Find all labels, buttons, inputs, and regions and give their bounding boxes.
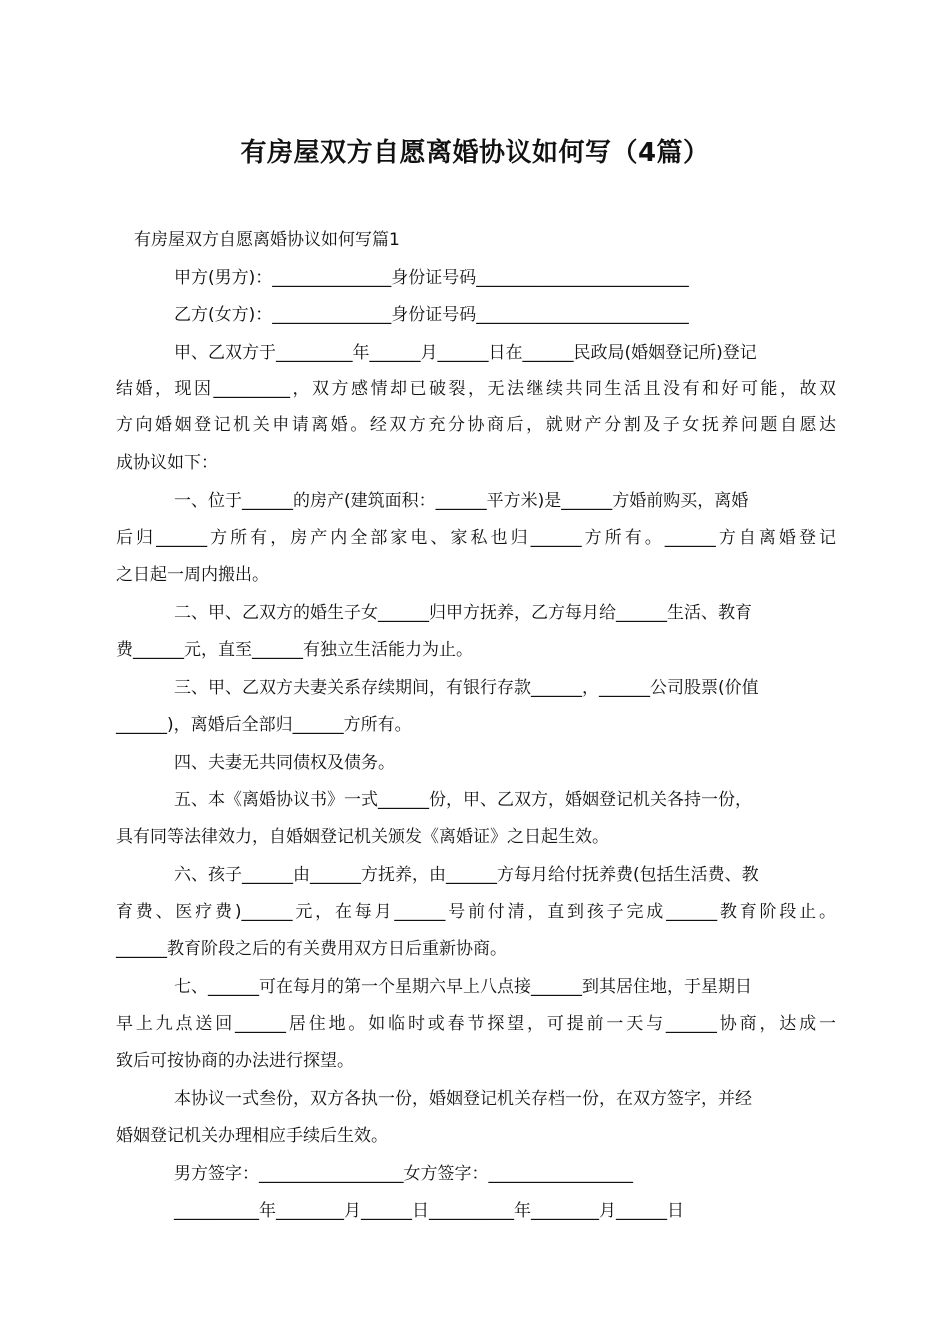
party-a-line: 甲方(男方)：______________身份证号码_________________________ (174, 268, 689, 288)
clause-7-line-3: 致后可按协商的办法进行探望。 (116, 1051, 354, 1071)
clause-1-line-1: 一、位于______的房产(建筑面积：______平方米)是______方婚前购买，离婚 (174, 491, 749, 511)
clause-2-line-2: 费______元，直至______有独立生活能力为止。 (116, 640, 473, 660)
clause-2-line-1: 二、甲、乙双方的婚生子女______归甲方抚养，乙方每月给______生活、教育 (174, 603, 752, 623)
section-heading: 有房屋双方自愿离婚协议如何写篇1 (134, 230, 400, 250)
clause-5-line-1: 五、本《离婚协议书》一式______份，甲、乙双方，婚姻登记机关各持一份， (174, 790, 752, 810)
paragraph-intro-line-4: 成协议如下： (116, 453, 218, 473)
clause-7-line-1: 七、______可在每月的第一个星期六早上八点接______到其居住地，于星期日 (174, 977, 752, 997)
paragraph-intro-line-3: 方向婚姻登记机关申请离婚。经双方充分协商后，就财产分割及子女抚养问题自愿达 (116, 415, 836, 435)
signature-line: 男方签字：_________________女方签字：_________________ (174, 1164, 633, 1184)
paragraph-intro-line-2: 结婚，现因_________，双方感情却已破裂，无法继续共同生活且没有和好可能，故双 (116, 379, 836, 399)
clause-4: 四、夫妻无共同债权及债务。 (174, 753, 395, 773)
clause-6-line-2: 育费、医疗费)______元，在每月______号前付清，直到孩子完成______教育阶段止。 (116, 902, 836, 922)
date-line: __________年________月______日__________年________月______日 (174, 1201, 684, 1221)
clause-7-line-2: 早上九点送回______居住地。如临时或春节探望，可提前一天与______协商，达成一 (116, 1014, 836, 1034)
agreement-copies-line-2: 婚姻登记机关办理相应手续后生效。 (116, 1126, 388, 1146)
party-b-line: 乙方(女方)：______________身份证号码_________________________ (174, 305, 689, 325)
clause-6-line-3: ______教育阶段之后的有关费用双方日后重新协商。 (116, 939, 507, 959)
clause-1-line-2: 后归______方所有，房产内全部家电、家私也归______方所有。______方自离婚登记 (116, 528, 836, 548)
agreement-copies-line-1: 本协议一式叁份，双方各执一份，婚姻登记机关存档一份，在双方签字，并经 (174, 1089, 752, 1109)
clause-5-line-2: 具有同等法律效力，自婚姻登记机关颁发《离婚证》之日起生效。 (116, 827, 609, 847)
clause-3-line-1: 三、甲、乙双方夫妻关系存续期间，有银行存款______，______公司股票(价值 (174, 678, 759, 698)
paragraph-intro-line-1: 甲、乙双方于_________年______月______日在______民政局(婚姻登记所)登记 (174, 343, 757, 363)
clause-3-line-2: ______)，离婚后全部归______方所有。 (116, 715, 412, 735)
clause-6-line-1: 六、孩子______由______方抚养，由______方每月给付抚养费(包括生活费、教 (174, 865, 759, 885)
clause-1-line-3: 之日起一周内搬出。 (116, 565, 269, 585)
document-title: 有房屋双方自愿离婚协议如何写（4篇） (240, 138, 710, 168)
